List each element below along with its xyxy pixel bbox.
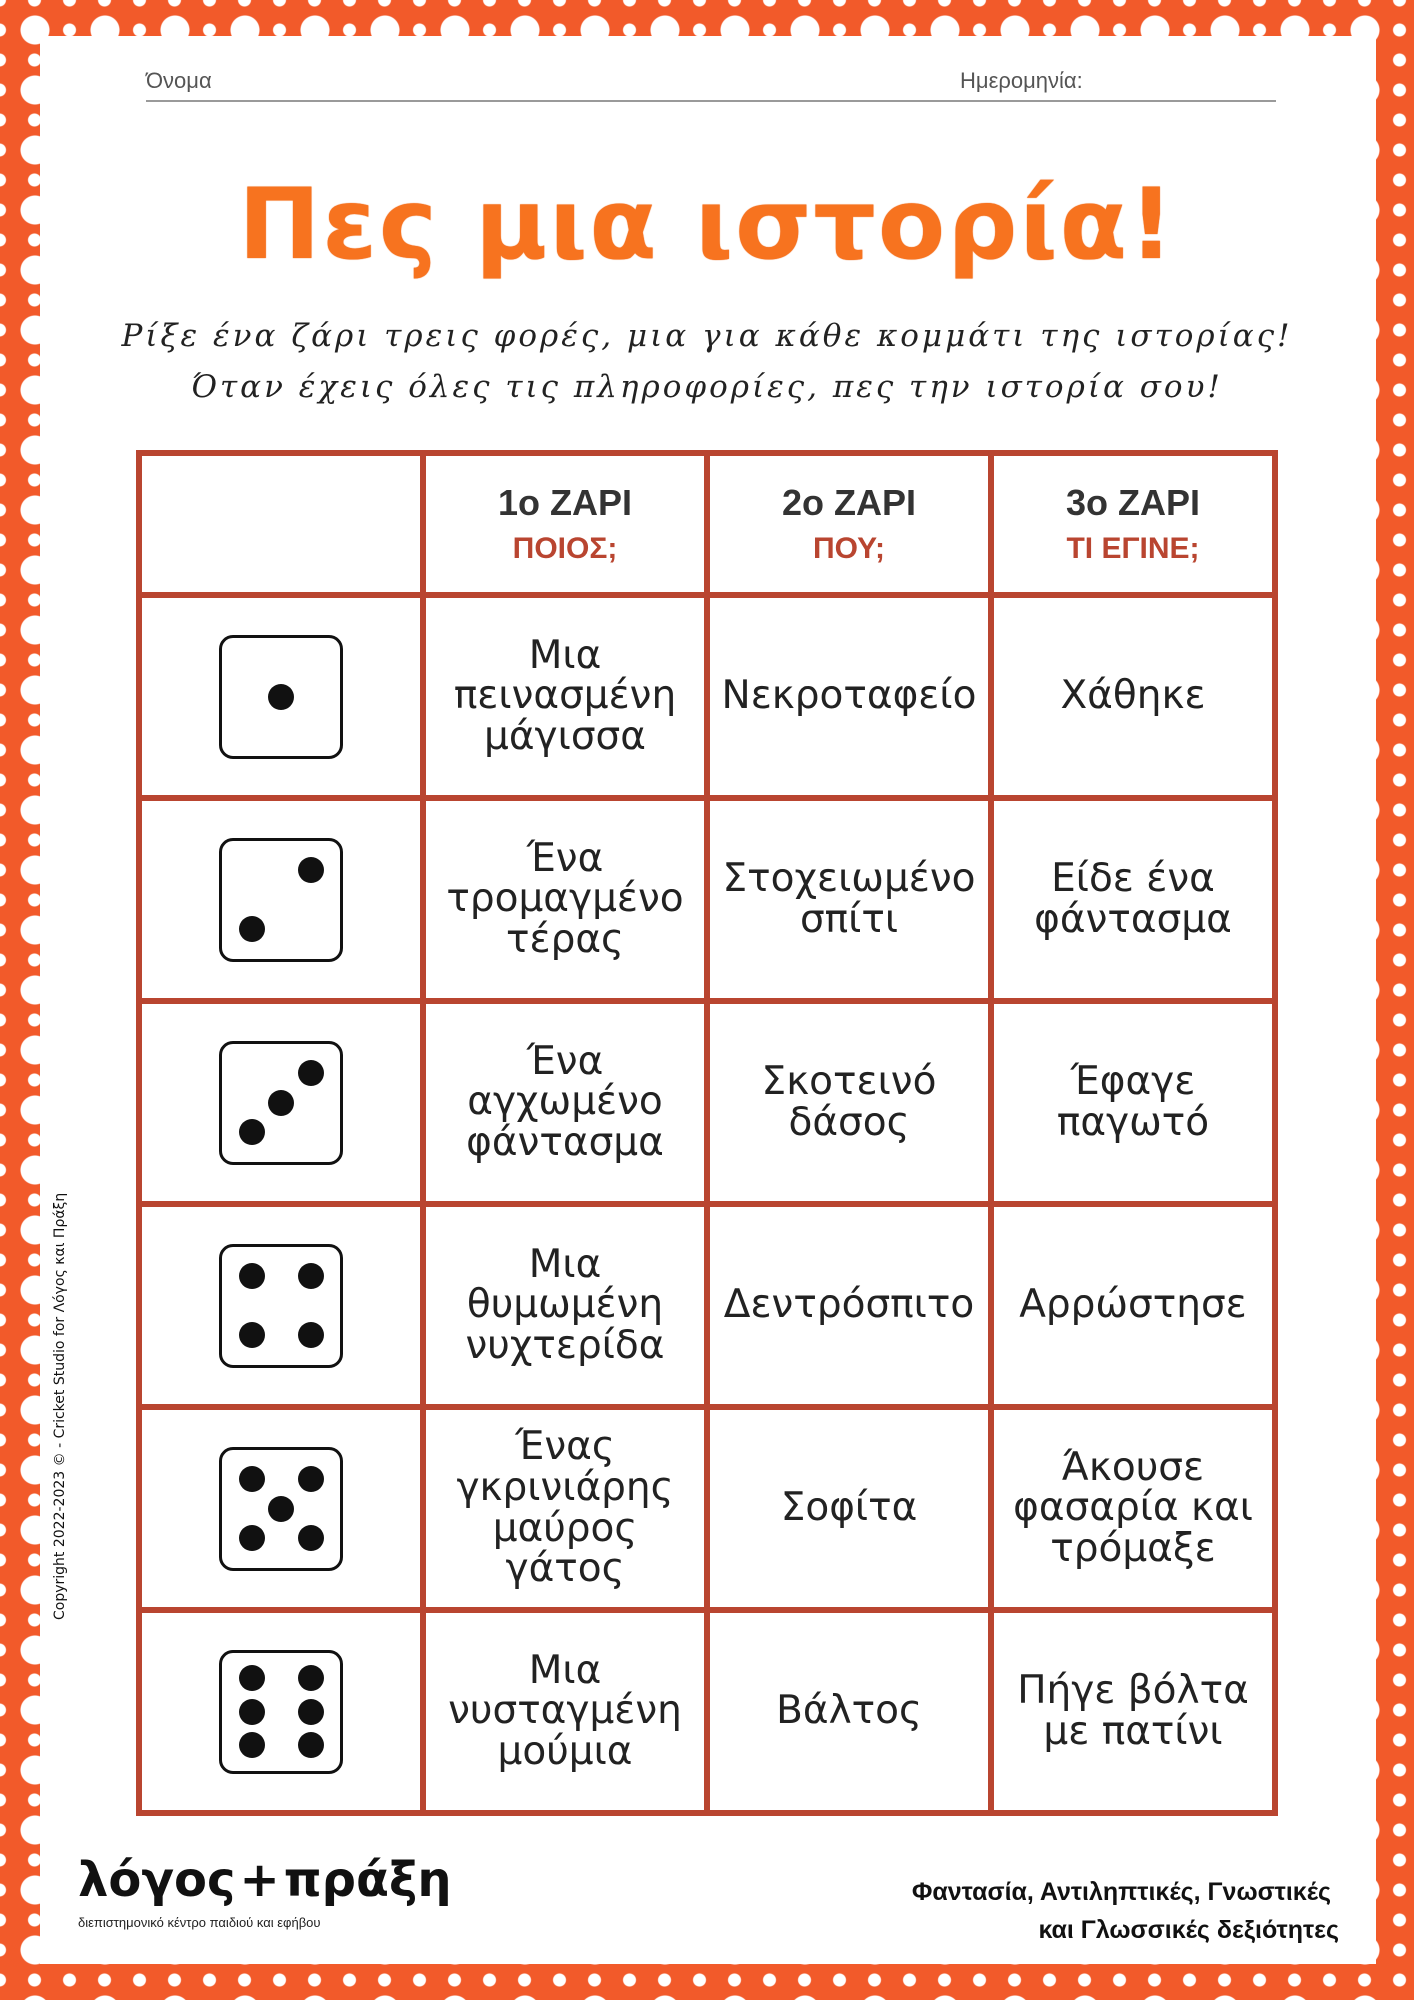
die-pip bbox=[298, 1060, 324, 1086]
page-title: Πες μια ιστορία! bbox=[238, 168, 1176, 282]
logo bbox=[78, 1852, 452, 1908]
die-pip bbox=[239, 1119, 265, 1145]
copyright-notice: Copyright 2022-2023 © - Cricket Studio for Λόγος και Πράξη bbox=[52, 1192, 68, 1620]
header-cell-where bbox=[707, 453, 991, 595]
what-cell: Πήγε βόλτα με πατίνι bbox=[991, 1610, 1275, 1813]
story-dice-table bbox=[136, 450, 1278, 1816]
die-pip bbox=[239, 1525, 265, 1551]
name-label: Όνομα bbox=[146, 68, 212, 93]
table-row bbox=[139, 1407, 1275, 1610]
who-cell: Ένα τρομαγμένο τέρας bbox=[423, 798, 707, 1001]
logo-word-logos: λόγος bbox=[78, 1852, 236, 1908]
die-pip bbox=[298, 857, 324, 883]
table-row bbox=[139, 1610, 1275, 1813]
die-pip bbox=[239, 1665, 265, 1691]
die-pip bbox=[298, 1322, 324, 1348]
die-pip bbox=[268, 684, 294, 710]
die-face-2-icon bbox=[219, 838, 343, 962]
header-dice-label: 2ο ΖΑΡΙ bbox=[781, 481, 916, 523]
die-cell bbox=[139, 1001, 423, 1204]
die-face-3-icon bbox=[219, 1041, 343, 1165]
header-cell-what bbox=[991, 453, 1275, 595]
logo-tagline: διεπιστημονικό κέντρο παιδιού και εφήβου bbox=[78, 1915, 321, 1930]
who-cell: Ένα αγχωμένο φάντασμα bbox=[423, 1001, 707, 1204]
table-row bbox=[139, 1204, 1275, 1407]
what-cell: Άκουσε φασαρία και τρόμαξε bbox=[991, 1407, 1275, 1610]
who-cell: Μια θυμωμένη νυχτερίδα bbox=[423, 1204, 707, 1407]
die-pip bbox=[268, 1090, 294, 1116]
who-cell: Μια νυσταγμένη μούμια bbox=[423, 1610, 707, 1813]
die-pip bbox=[239, 1263, 265, 1289]
die-face-6-icon bbox=[219, 1650, 343, 1774]
name-date-line bbox=[146, 66, 1276, 102]
what-cell: Αρρώστησε bbox=[991, 1204, 1275, 1407]
table-header-row bbox=[139, 453, 1275, 595]
die-cell bbox=[139, 1204, 423, 1407]
die-pip bbox=[298, 1665, 324, 1691]
die-pip bbox=[239, 1322, 265, 1348]
die-face-5-icon bbox=[219, 1447, 343, 1571]
table-row bbox=[139, 1001, 1275, 1204]
skills-caption bbox=[912, 1874, 1339, 1949]
header-dice-label: 1ο ΖΑΡΙ bbox=[497, 481, 632, 523]
where-cell: Βάλτος bbox=[707, 1610, 991, 1813]
instructions-line-1: Ρίξε ένα ζάρι τρεις φορές, μια για κάθε κομμάτι της ιστορίας! bbox=[121, 318, 1293, 354]
die-cell bbox=[139, 798, 423, 1001]
header-empty-cell bbox=[139, 453, 423, 595]
where-cell: Δεντρόσπιτο bbox=[707, 1204, 991, 1407]
who-cell: Ένας γκρινιάρης μαύρος γάτος bbox=[423, 1407, 707, 1610]
where-cell: Νεκροταφείο bbox=[707, 595, 991, 798]
die-pip bbox=[239, 1732, 265, 1758]
die-pip bbox=[298, 1525, 324, 1551]
die-pip bbox=[298, 1699, 324, 1725]
skills-line-2: και Γλωσσικές δεξιότητες bbox=[1038, 1915, 1339, 1944]
header-dice-label: 3ο ΖΑΡΙ bbox=[1065, 481, 1200, 523]
header-question: ΠΟΙΟΣ; bbox=[512, 532, 618, 566]
die-pip bbox=[239, 1699, 265, 1725]
what-cell: Είδε ένα φάντασμα bbox=[991, 798, 1275, 1001]
die-pip bbox=[268, 1496, 294, 1522]
die-pip bbox=[239, 1466, 265, 1492]
where-cell: Στοχειωμένο σπίτι bbox=[707, 798, 991, 1001]
die-face-1-icon bbox=[219, 635, 343, 759]
die-pip bbox=[298, 1466, 324, 1492]
die-cell bbox=[139, 595, 423, 798]
logo-plus: + bbox=[239, 1852, 280, 1908]
what-cell: Χάθηκε bbox=[991, 595, 1275, 798]
table-row bbox=[139, 798, 1275, 1001]
skills-line-1: Φαντασία, Αντιληπτικές, Γνωστικές bbox=[911, 1878, 1331, 1906]
where-cell: Σοφίτα bbox=[707, 1407, 991, 1610]
die-cell bbox=[139, 1407, 423, 1610]
die-pip bbox=[298, 1732, 324, 1758]
header-question: ΤΙ ΕΓΙΝΕ; bbox=[1066, 532, 1200, 566]
what-cell: Έφαγε παγωτό bbox=[991, 1001, 1275, 1204]
die-cell bbox=[139, 1610, 423, 1813]
who-cell: Μια πεινασμένη μάγισσα bbox=[423, 595, 707, 798]
logo-word-praxi: πράξη bbox=[283, 1852, 452, 1908]
date-label: Ημερομηνία: bbox=[960, 68, 1083, 93]
die-pip bbox=[239, 916, 265, 942]
instructions-line-2: Όταν έχεις όλες τις πληροφορίες, πες την ιστορία σου! bbox=[191, 369, 1223, 405]
table-row bbox=[139, 595, 1275, 798]
header-cell-who bbox=[423, 453, 707, 595]
die-face-4-icon bbox=[219, 1244, 343, 1368]
where-cell: Σκοτεινό δάσος bbox=[707, 1001, 991, 1204]
die-pip bbox=[298, 1263, 324, 1289]
header-question: ΠΟΥ; bbox=[813, 532, 885, 566]
